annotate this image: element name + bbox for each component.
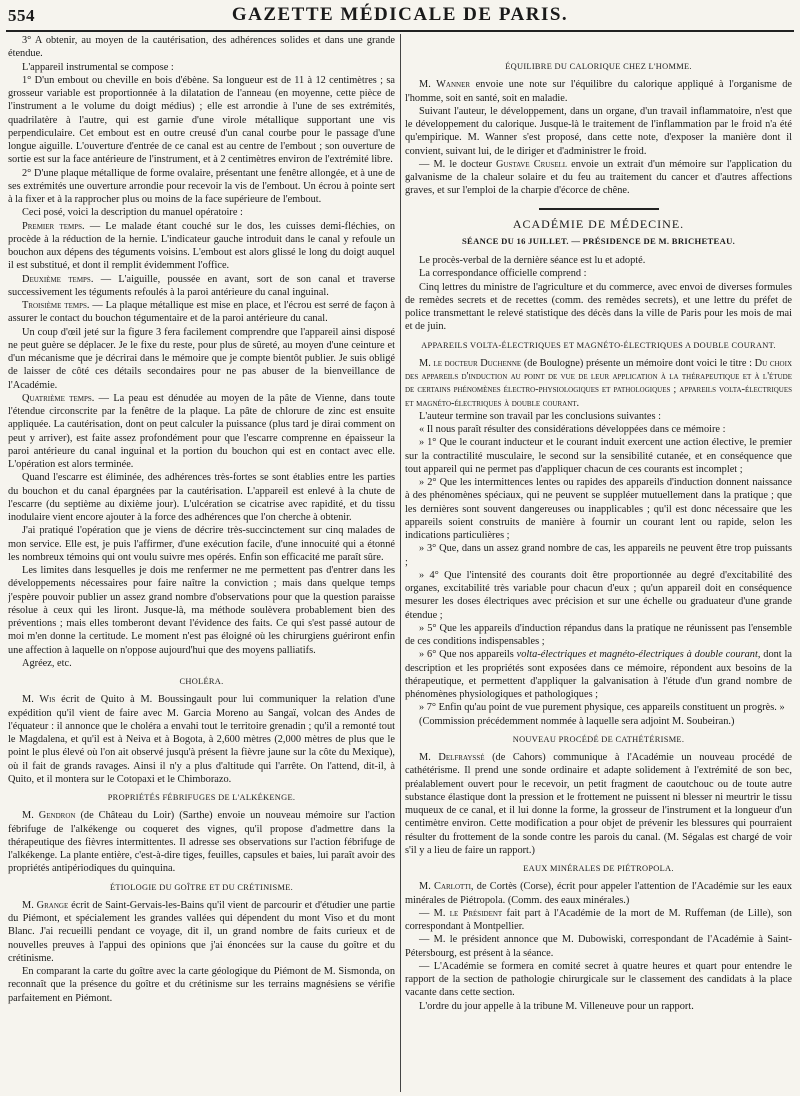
step-text: — L'aiguille, poussée en avant, sort de son canal et traverse successivement les téguments refoulés à la paroi antérieure du canal inguinal. <box>8 273 395 298</box>
author-name: le Président <box>449 907 503 919</box>
author-name: M. Delfrayssé <box>419 752 485 763</box>
paragraph: Ceci posé, voici la description du manuel opératoire : <box>22 207 243 219</box>
paragraph <box>8 899 395 965</box>
section-heading-alkekenge: PROPRIÉTÉS FÉBRIFUGES DE L'ALKÉKENGE. <box>107 793 296 802</box>
commission-note: (Commission précédemment nommée à laquelle sera adjoint M. Soubeiran.) <box>419 715 735 727</box>
paragraph: En comparant la carte du goître avec la carte géologique du Piémont de M. Sismonda, on reconnaît que la présence du goître et du crétinisme sur les terrains magnésiens se vérifie parfaitement en Piémont. <box>8 966 395 1004</box>
author-name: Gustave Crusell <box>496 158 568 170</box>
paragraph-text: envoie une note sur l'équilibre du calorique appliqué à l'organisme de l'homme, soit en santé, soit en maladie. <box>405 79 792 104</box>
closing: Agréez, etc. <box>22 657 72 669</box>
left-column <box>8 34 395 1092</box>
paragraph: Les limites dans lesquelles je dois me renfermer ne me permettent pas d'entrer dans les développements nécessaires pour faire naître la conviction ; mais dans quelque temps j'espère pouvoir publier un assez grand nombre d'observations pour que la question paraisse résolue à ceux qui les liront. Jusque-là, ma méthode soulèvera probablement bien des préventions ; mais elles tomberont devant l'évidence des faits. Ce qui s'est passé autour de moi m'en donne la certitude. Le moment n'est pas éloigné où les chirurgiens guériront enfin une affection à laquelle on n'oppose aujourd'hui que des moyens palliatifs. <box>8 565 395 656</box>
paragraph-text: fait part à l'Académie de la mort de M. Ruffeman (de Lille), son correspondant à Montpellier. <box>405 907 792 932</box>
conclusion-item: » 3° Que, dans un assez grand nombre de cas, les appareils ne peuvent être trop puissants ; <box>405 543 792 568</box>
author-name: M. Wanner <box>419 79 471 91</box>
academie-title: ACADÉMIE DE MÉDECINE. <box>512 216 685 231</box>
paragraph-text: , de Cortès (Corse), écrit pour appeler l'attention de l'Académie sur les eaux minérales de Piétropola. (Comm. des eaux minérales.) <box>405 881 792 906</box>
conclusion-text: , dont la description et les propriétés sont exposées dans ce mémoire, répondent aux besoins de la thérapeutique, et permettent d'appliquer la galvanisation à l'étude d'un grand nombre de phénomènes physiologiques et pathologiques ; <box>405 649 792 700</box>
conclusion-intro: « Il nous paraît résulter des considérations développées dans ce mémoire : <box>419 424 726 435</box>
paragraph <box>8 809 395 875</box>
paragraph-step-1 <box>8 220 395 273</box>
author-name: M. Wis <box>22 694 56 706</box>
paragraph <box>8 693 395 786</box>
paragraph-text: écrit de Saint-Gervais-les-Bains qu'il vient de parcourir et d'étudier une partie du Piémont, et spécialement les grandes vallées qui dépendent du mont Viso et du mont Blanc. J'ai recueilli pendant ce voyage, dit il, un grand nombre de faits curieux et de nouvelles preuves à l'appui des opinions que j'ai énoncées sur la cause du goître et du crétinisme. <box>8 899 395 964</box>
paragraph-text: (de Château du Loir) (Sarthe) envoie un nouveau mémoire sur l'action fébrifuge de l'alkékenge ou coqueret des vignes, qu'il propose d'admettre dans la thérapeutique des fièvres intermittentes. Il adresse ses observations sur l'action fébrifuge de l'alkékenge. La plante entière, c'est-à-dire tiges, feuilles, capsules et baies, lui paraît avoir des propriétés antipériodiques du quinquina. <box>8 810 395 875</box>
paragraph <box>405 907 792 934</box>
section-heading-equilibre: ÉQUILIBRE DU CALORIQUE CHEZ L'HOMME. <box>505 62 692 71</box>
step-label: Deuxième temps. <box>22 273 94 285</box>
paragraph-prefix: — M. le docteur <box>419 158 496 170</box>
author-name: M. Grange <box>22 899 69 911</box>
paragraph-text: (de Cahors) communique à l'Académie un nouveau procédé de cathétérisme. Il prend une sonde ordinaire et adapte solidement à l'extrémité de son bec, préalablement ouvert pour le recevoir, un petit fragment de caoutchouc ou de toute autre substance élastique dont la pression et le frottement ne puissent ni blesser ni meurtrir le tissu muqueux de ce canal, et il lui donne la forme, la grosseur de l'instrument et la longueur d'un centimètre environ. Cette modification a pour objet de prévenir les blessures qui pourraient résulter du frottement de la sonde contre les parois du canal. (M. Ségalas est chargé de voir s'il y a lieu de faire un rapport.) <box>405 752 792 856</box>
section-rule <box>539 208 659 210</box>
paragraph: J'ai pratiqué l'opération que je viens de décrire très-succinctement sur cinq malades de mon service. Elle est, je puis l'affirmer, d'une exécution facile, d'une innocuité qui a étonné les nombreux témoins qui ont voulu suivre mes opérés. Enfin son efficacité me paraît sûre. <box>8 525 395 563</box>
paragraph: 3° A obtenir, au moyen de la cautérisation, des adhérences solides et dans une grande étendue. <box>8 35 395 60</box>
paragraph: Le procès-verbal de la dernière séance est lu et adopté. <box>419 255 646 266</box>
conclusion-item: » 1° Que le courant inducteur et le courant induit exercent une action élective, le premier sur la contractilité musculaire, le second sur la sensibilité cutanée, et en conséquence que tout appareil qui ne permet pas d'appliquer chacun de ces courants est incomplet ; <box>405 437 792 475</box>
conclusion-item: » 2° Que les intermittences lentes ou rapides des appareils d'induction donnent naissance à des phénomènes spéciaux, qui ne peuvent se suppléer mutuellement dans la pratique ; que les dernières sont souvent dangereuses ou inapplicables ; qu'il est donc nécessaire que les appareils soient construits de manière à fournir un courant lent ou rapide, selon les indications particulières ; <box>405 477 792 541</box>
paragraph: La correspondance officielle comprend : <box>419 268 587 280</box>
paragraph: Quand l'escarre est éliminée, des adhérences très-fortes se sont établies entre les parties du bouchon et du canal épargnées par la cautérisation. L'appareil est enlevé à la chute de l'escarre (du septième au dixième jour). L'ulcération se cicatrise avec rapidité, et du tissu inodulaire vient encore ajouter à la force des adhérences que l'on cherche à obtenir. <box>8 472 395 523</box>
conclusion-item: » 7° Enfin qu'au point de vue purement physique, ces appareils constituent un progrès. » <box>419 702 785 714</box>
paragraph <box>405 78 792 105</box>
conclusion-italic: volta-électriques et magnéto-électriques à double courant <box>516 649 758 661</box>
paragraph-text: envoie un extrait d'un mémoire sur l'application du galvanisme de la chaleur solaire et du feu au traitement du cancer et d'autres affections graves, et sur l'emploi de la charpie d'écorce de chêne. <box>405 158 792 197</box>
section-heading-appareils: APPAREILS VOLTA-ÉLECTRIQUES ET MAGNÉTO-ÉLECTRIQUES A DOUBLE COURANT. <box>421 340 776 350</box>
section-heading-catheterisme: NOUVEAU PROCÉDÉ DE CATHÉTÉRISME. <box>512 734 685 744</box>
paragraph-step-3 <box>8 299 395 326</box>
memoir-title: Du choix des appareils d'induction au point de vue de leur application à la thérapeutique et à l'étude de certains phénomènes électro-physiologiques et pathologiques ; appareils volta-électriques et magnéto-électriques à double courant. <box>405 357 792 409</box>
page-header <box>6 2 794 28</box>
conclusion-item <box>405 648 792 701</box>
section-heading-eaux: EAUX MINÉRALES DE PIÉTROPOLA. <box>523 864 674 873</box>
step-text: — La plaque métallique est mise en place, et l'écrou est serré de façon à assurer le contact du bouchon tégumentaire et de la paroi antérieure du canal. <box>8 300 395 325</box>
right-column <box>405 34 792 1092</box>
paragraph <box>405 357 792 410</box>
paragraph: Suivant l'auteur, le développement, dans un organe, d'un travail inflammatoire, n'est que le développement du calorique. Jusque-là le traitement de l'inflammation par le froid n'a été qu'empirique. M. Wanner s'est proposé, dans cette note, d'exposer la manière dont il convient, suivant lui, de le diriger et d'administrer le froid. <box>405 105 792 157</box>
step-label: Quatrième temps. <box>22 392 95 404</box>
conclusion-text: » 6° Que nos appareils <box>419 649 517 661</box>
paragraph-step-4 <box>8 392 395 472</box>
paragraph: L'ordre du jour appelle à la tribune M. Villeneuve pour un rapport. <box>419 1000 694 1012</box>
paragraph: 1° D'un embout ou cheville en bois d'ébène. Sa longueur est de 11 à 12 centimètres ; sa grosseur variable est proportionnée à la dilatation de l'anneau (en moyenne, cette pièce de l'instrument a le volume du doigt médius) ; elle est arrondie à l'une de ses extrémités, quadrilatère à l'autre, qui est garnie d'une virole métallique supportant une vis perpendiculaire. Cet embout est en outre creusé d'un canal courbe pour le passage d'une longue aiguille. L'ouverture d'entrée de ce canal est au centre de l'embout ; son ouverture de sortie est sur la face antérieure de l'instrument, et à 2 centimètres environ de l'extrémité libre. <box>8 74 395 166</box>
page-number: 554 <box>8 6 35 25</box>
column-divider <box>400 34 401 1092</box>
paragraph <box>405 751 792 857</box>
paragraph: — L'Académie se formera en comité secret à quatre heures et quart pour entendre le rapport de la section de pathologie chirurgicale sur le classement des candidats à la place vacante dans cette section. <box>405 960 792 999</box>
section-heading-goitre: ÉTIOLOGIE DU GOÎTRE ET DU CRÉTINISME. <box>109 882 294 892</box>
paragraph: — M. le président annonce que M. Dubowiski, correspondant de l'Académie à Saint-Pétersbourg, est présent à la séance. <box>405 934 792 959</box>
section-heading-cholera: CHOLÉRA. <box>179 677 224 686</box>
step-label: Premier temps. <box>22 220 85 232</box>
paragraph: Un coup d'œil jeté sur la figure 3 fera facilement comprendre que l'appareil ainsi disposé ne peut guère se déplacer. Je le fixe du reste, pour plus de sûreté, au moyen d'une ceinture et d'un mécanisme que je décrirai dans le mémoire que je compte bientôt publier. Je suis obligé de laisser de côté ces détails secondaires pour ne pas abuser de la bienveillance de l'Académie. <box>8 326 395 391</box>
paragraph: L'appareil instrumental se compose : <box>22 61 174 73</box>
author-name: M. Gendron <box>22 810 76 822</box>
paragraph: Cinq lettres du ministre de l'agriculture et du commerce, avec envoi de diverses formules de remèdes secrets et de recettes (comm. des remèdes secrets), et une lettre du préfet de police transmettant le relevé statistique des décès dans la ville de Paris pour les mois de mai et de juin. <box>405 281 792 333</box>
author-name: M. le docteur Duchenne <box>419 357 522 369</box>
paragraph-text: (de Boulogne) présente un mémoire dont voici le titre : <box>521 357 755 369</box>
journal-title: GAZETTE MÉDICALE DE PARIS. <box>231 4 569 25</box>
step-label: Troisième temps. <box>22 300 90 311</box>
seance-line: SÉANCE DU 16 JUILLET. — PRÉSIDENCE DE M. BRICHETEAU. <box>461 235 736 246</box>
paragraph-prefix: — M. <box>419 907 450 919</box>
step-text: — La peau est dénudée au moyen de la pâte de Vienne, dans toute l'étendue circonscrite par la fenêtre de la plaque. La pâte de chlorure de zinc est ensuite appliquée. La cautérisation, dont on peut calculer la puissance (plus tard je dirai comment on peut y arriver), est faite assez profondément pour que l'escarre comprenne en épaisseur la paroi antérieure du canal inguinal et la portion du bouchon qui est en contact avec elle. L'opération est alors terminée. <box>8 392 395 470</box>
conclusion-item: » 5° Que les appareils d'induction répandus dans la pratique ne réunissent pas l'ensemble de ces conditions indispensables ; <box>405 622 792 647</box>
conclusion-item: » 4° Que l'intensité des courants doit être proportionnée au degré d'excitabilité des organes, excitabilité très variable pour chacun d'eux ; qu'un appareil doit en conséquence mesurer les doses électriques avec précision et sur une échelle ou graduateur d'une grande étendue ; <box>405 569 792 621</box>
paragraph <box>405 880 792 907</box>
paragraph: 2° D'une plaque métallique de forme ovalaire, présentant une fenêtre allongée, et à une de ses extrémités une ouverture arrondie pour recevoir la vis de l'embout. Un écrou à pointe sert à la fixer et à la rapprocher plus ou moins de la face supérieure de l'embout. <box>8 167 395 205</box>
author-name: M. Carlotti <box>419 881 471 893</box>
paragraph: L'auteur termine son travail par les conclusions suivantes : <box>419 410 662 422</box>
step-text: — Le malade étant couché sur le dos, les cuisses demi-fléchies, on procède à la réduction de la hernie. L'indicateur gauche introduit dans le canal y refoule un bouchon aux dépens des téguments voisins. L'embout est alors glissé le long du doigt auquel il est substitué, et dont il remplit évidemment l'office. <box>8 220 395 272</box>
paragraph-step-2 <box>8 273 395 300</box>
paragraph <box>405 158 792 198</box>
paragraph-text: écrit de Quito à M. Boussingault pour lui communiquer la relation d'une expédition qu'il vient de faire avec M. Garcia Moreno au Sangaï, volcan des Andes de l'équateur : il annonce que le choléra a envahi tout le territoire grenadin ; qu'il a remonté tout le Magdalena, et qu'il est à Neiva et à Bogota, à 2,600 mètres (2,000 mètres de plus que le point le plus élevé où l'on ait observé jusqu'à présent la fièvre jaune sur la côte du Mexique), où il fait de grands ravages. Ainsi il n'y a plus d'altitude qui l'arrête. On l'attend, dit-il, à Quito, et il montera sur le Cotopaxi et le Chimborazo. <box>8 694 395 785</box>
header-rule <box>6 30 794 32</box>
